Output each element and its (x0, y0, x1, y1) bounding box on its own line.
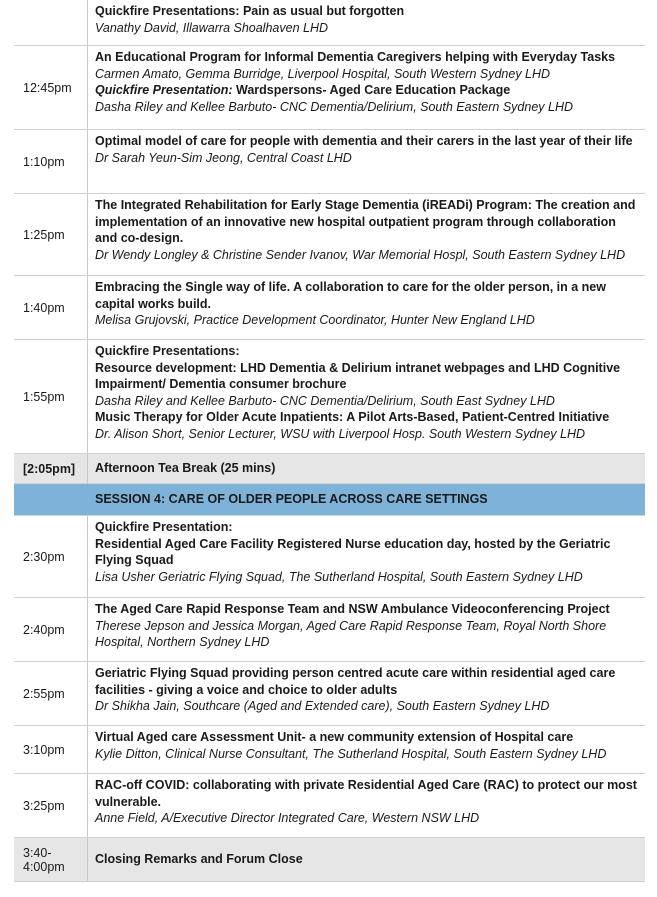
schedule-row (14, 662, 645, 726)
time-cell: 3:40- 4:00pm (14, 838, 88, 881)
break-row (14, 838, 645, 882)
schedule-row (14, 516, 645, 598)
line-text: Quickfire Presentations: (95, 344, 240, 358)
session-content (88, 838, 645, 881)
session-content (88, 454, 645, 483)
title-line (95, 409, 639, 426)
title-line (95, 851, 303, 868)
title-line (95, 460, 275, 477)
time-cell: 1:55pm (14, 340, 88, 453)
line-text: Lisa Usher Geriatric Flying Squad, The Sutherland Hospital, South Eastern Sydney LHD (95, 569, 583, 584)
schedule-row (14, 276, 645, 340)
line-text: Dr Shikha Jain, Southcare (Aged and Extended care), South Eastern Sydney LHD (95, 699, 550, 713)
session-content (88, 194, 645, 275)
session-content (88, 0, 645, 45)
line-text: Vanathy David, Illawarra Shoalhaven LHD (95, 20, 328, 35)
line-text: Dasha Riley and Kellee Barbuto- CNC Dementia/Delirium, South East Sydney LHD (95, 393, 555, 408)
schedule-row (14, 130, 645, 194)
presenter-line (95, 66, 639, 83)
title-line (95, 82, 639, 99)
line-text: Music Therapy for Older Acute Inpatients: A Pilot Arts-Based, Patient-Centred Initiative (95, 410, 610, 424)
line-text: Anne Field, A/Executive Director Integrated Care, Western NSW LHD (95, 811, 480, 825)
session-content (88, 46, 645, 129)
title-line (95, 343, 639, 360)
title-line (95, 49, 639, 66)
schedule-table (14, 0, 645, 882)
title-line (95, 777, 639, 810)
line-text: Quickfire Presentations: Pain as usual but forgotten (95, 4, 405, 18)
line-text: Geriatric Flying Squad providing person centred acute care within residential aged care facilities - giving a voice and choice to older adults (95, 666, 616, 697)
line-text: An Educational Program for Informal Dementia Caregivers helping with Everyday Tasks (95, 50, 616, 64)
line-text: Residential Aged Care Facility Registered Nurse education day, hosted by the Geriatric Flying Squad (95, 536, 611, 567)
line-text: Dr Sarah Yeun-Sim Jeong, Central Coast LHD (95, 150, 352, 165)
presenter-line (95, 393, 639, 410)
line-text: Optimal model of care for people with dementia and their carers in the last year of their life (95, 134, 633, 148)
presenter-line (95, 569, 639, 586)
session-header-row (14, 484, 645, 516)
line-text: Therese Jepson and Jessica Morgan, Aged Care Rapid Response Team, Royal North Shore Hospital, Northern Sydney LHD (95, 618, 607, 649)
line-text: The Integrated Rehabilitation for Early Stage Dementia (iREADi) Program: The creation and implementation of an innovative new hospital outpatient program through collaboration and co-design. (95, 198, 636, 245)
line-text: Melisa Grujovski, Practice Development Coordinator, Hunter New England LHD (95, 313, 535, 327)
session-content (88, 598, 645, 661)
line-text: SESSION 4: CARE OF OLDER PEOPLE ACROSS CARE SETTINGS (95, 492, 488, 507)
presenter-line (95, 810, 639, 827)
presenter-line (95, 426, 639, 443)
title-line (95, 491, 488, 508)
line-text: Dr Wendy Longley & Christine Sender Ivanov, War Memorial Hospl, South Eastern Sydney LHD (95, 247, 626, 262)
presenter-line (95, 746, 639, 763)
time-cell: 2:55pm (14, 662, 88, 725)
title-line (95, 279, 639, 312)
break-row (14, 454, 645, 484)
line-text: Virtual Aged care Assessment Unit- a new community extension of Hospital care (95, 730, 574, 744)
schedule-row (14, 46, 645, 130)
line-text: Carmen Amato, Gemma Burridge, Liverpool Hospital, South Western Sydney LHD (95, 66, 551, 81)
time-cell (14, 0, 88, 45)
session-content (88, 662, 645, 725)
title-line (95, 360, 639, 393)
line-text: Afternoon Tea Break (25 mins) (95, 461, 276, 476)
session-content (88, 774, 645, 837)
line-text: The Aged Care Rapid Response Team and NSW Ambulance Videoconferencing Project (95, 602, 610, 616)
schedule-row (14, 0, 645, 46)
time-cell: [2:05pm] (14, 454, 88, 483)
time-cell: 3:25pm (14, 774, 88, 837)
line-text: RAC-off COVID: collaborating with private Residential Aged Care (RAC) to protect our most vulnerable. (95, 778, 637, 809)
session-content (88, 130, 645, 193)
time-cell: 12:45pm (14, 46, 88, 129)
time-cell: 2:30pm (14, 516, 88, 597)
session-content (14, 484, 645, 515)
line-text-continued: Wardspersons- Aged Care Education Package (232, 83, 511, 97)
session-content (88, 726, 645, 773)
presenter-line (95, 150, 639, 167)
line-text: Closing Remarks and Forum Close (95, 852, 303, 867)
presenter-line (95, 312, 639, 329)
title-line (95, 3, 639, 20)
line-text: Quickfire Presentation: (95, 83, 233, 97)
title-line (95, 133, 639, 150)
presenter-line (95, 698, 639, 715)
line-text: Kylie Ditton, Clinical Nurse Consultant, The Sutherland Hospital, South Eastern Sydney LHD (95, 746, 607, 761)
time-cell: 1:10pm (14, 130, 88, 193)
presenter-line (95, 20, 639, 37)
session-content (88, 340, 645, 453)
schedule-row (14, 726, 645, 774)
time-cell: 1:40pm (14, 276, 88, 339)
time-cell: 2:40pm (14, 598, 88, 661)
line-text: Dr. Alison Short, Senior Lecturer, WSU with Liverpool Hosp. South Western Sydney LHD (95, 426, 586, 441)
schedule-row (14, 598, 645, 662)
title-line (95, 729, 639, 746)
presenter-line (95, 247, 639, 264)
presenter-line (95, 99, 639, 116)
schedule-row (14, 340, 645, 454)
time-cell: 3:10pm (14, 726, 88, 773)
session-content (88, 516, 645, 597)
schedule-row (14, 774, 645, 838)
title-line (95, 519, 639, 536)
title-line (95, 536, 639, 569)
line-text: Quickfire Presentation: (95, 520, 233, 534)
time-cell: 1:25pm (14, 194, 88, 275)
line-text: Resource development: LHD Dementia & Delirium intranet webpages and LHD Cognitive Impairment/ Dementia consumer brochure (95, 360, 621, 391)
line-text: Embracing the Single way of life. A collaboration to care for the older person, in a new capital works build. (95, 280, 606, 311)
title-line (95, 197, 639, 247)
title-line (95, 665, 639, 698)
title-line (95, 601, 639, 618)
session-content (88, 276, 645, 339)
presenter-line (95, 618, 639, 651)
schedule-row (14, 194, 645, 276)
line-text: Dasha Riley and Kellee Barbuto- CNC Dementia/Delirium, South Eastern Sydney LHD (95, 99, 573, 114)
